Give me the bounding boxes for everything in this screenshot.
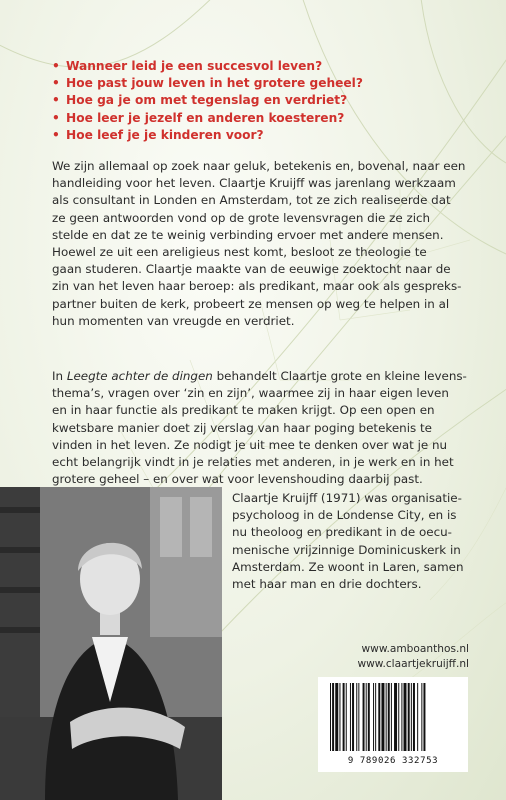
- barcode-bar: [332, 683, 334, 751]
- author-url[interactable]: www.claartjekruijff.nl: [357, 658, 469, 670]
- barcode-bar: [381, 683, 384, 751]
- question-item: • Hoe ga je om met tegenslag en verdriet?: [52, 92, 363, 109]
- barcode-bar: [408, 683, 410, 751]
- question-item: • Hoe leef je je kinderen voor?: [52, 127, 363, 144]
- book-title: Leegte achter de dingen: [66, 369, 213, 383]
- text-line: handleiding voor het leven. Claartje Kruijff was jarenlang werkzaam: [52, 176, 456, 191]
- text-line: thema’s, vragen over ‘zin en zijn’, waarmee zij in haar eigen leven: [52, 386, 449, 401]
- author-bio: [232, 490, 482, 593]
- text-line: kwetsbare manier doet zij verslag van haar poging betekenis te: [52, 420, 432, 435]
- barcode-bar: [386, 683, 387, 751]
- barcode-bar: [404, 683, 407, 751]
- barcode-bar: [368, 683, 370, 751]
- text-line: vinden in het leven. Ze nodigt je uit mee te denken over wat je nu: [52, 437, 448, 452]
- text-line: grotere geheel – en over wat voor levenshouding daarbij past.: [52, 472, 423, 487]
- barcode-bar: [398, 683, 399, 751]
- barcode-bar: [346, 683, 347, 751]
- barcode-bar: [358, 683, 359, 751]
- barcode-bar: [330, 683, 331, 751]
- text-line: partner buiten de kerk, probeert ze mensen op weg te helpen in al: [52, 296, 450, 311]
- text-line: echt belangrijk vindt in je relaties met anderen, in je werk en in het: [52, 455, 454, 470]
- barcode-icon: [328, 683, 458, 751]
- author-portrait-icon: [0, 487, 222, 800]
- website-links: [357, 642, 469, 672]
- barcode-bar: [350, 683, 351, 751]
- barcode-bar: [394, 683, 397, 751]
- barcode-bar: [375, 683, 376, 751]
- text-line: zin van het leven haar beroep: als predikant, maar ook als gespreks-: [52, 279, 462, 294]
- text-line: We zijn allemaal op zoek naar geluk, betekenis en, bovenal, naar een: [52, 159, 466, 173]
- barcode-bar: [363, 683, 365, 751]
- text-line: met haar man en drie dochters.: [232, 577, 422, 592]
- isbn-number: 9 789026 332753: [347, 756, 439, 766]
- barcode-bar: [401, 683, 402, 751]
- barcode-bar: [366, 683, 367, 751]
- text-line: ze geen antwoorden vond op de grote levensvragen die ze zich: [52, 210, 431, 225]
- text-line: Claartje Kruijff (1971) was organisatie-: [232, 491, 462, 505]
- text-line: psycholoog in de Londense City, en is: [232, 508, 457, 523]
- question-item: • Hoe leer je jezelf en anderen koesteren?: [52, 110, 363, 127]
- intro-paragraph: [52, 158, 472, 330]
- text-line: Amsterdam. Ze woont in Laren, samen: [232, 559, 464, 574]
- text-line: en in haar functie als predikant te maken krijgt. Op een open en: [52, 403, 435, 418]
- text-line: gaan studeren. Claartje maakte van de eeuwige zoektocht naar de: [52, 262, 451, 277]
- barcode-bar: [343, 683, 345, 751]
- text-line: menische vrijzinnige Dominicuskerk in: [232, 542, 461, 557]
- barcode-bar: [421, 683, 422, 751]
- author-portrait: [0, 487, 222, 800]
- text-line: nu theoloog en predikant in de oecu-: [232, 525, 452, 540]
- publisher-url[interactable]: www.amboanthos.nl: [361, 643, 469, 655]
- barcode-bar: [356, 683, 357, 751]
- question-item: • Wanneer leid je een succesvol leven?: [52, 58, 363, 75]
- text-line: Hoewel ze uit een areligieus nest komt, besloot ze theologie te: [52, 245, 427, 260]
- barcode-bar: [388, 683, 390, 751]
- barcode-bar: [339, 683, 340, 751]
- text-line: stelde en dat ze te weinig verbinding ervoer met andere mensen.: [52, 227, 444, 242]
- text-line: [52, 368, 472, 385]
- barcode-bar: [417, 683, 418, 751]
- barcode: [318, 677, 468, 772]
- text-fragment: behandelt Claartje grote en kleine levens-: [212, 369, 467, 383]
- barcode-bar: [335, 683, 338, 751]
- barcode-bar: [378, 683, 380, 751]
- text-fragment: In: [52, 369, 67, 383]
- barcode-bar: [352, 683, 354, 751]
- question-list: [52, 58, 363, 144]
- text-line: hun momenten van vreugde en verdriet.: [52, 313, 295, 328]
- book-paragraph: [52, 368, 472, 488]
- barcode-bar: [413, 683, 415, 751]
- barcode-bar: [423, 683, 425, 751]
- barcode-bar: [411, 683, 412, 751]
- barcode-bar: [373, 683, 374, 751]
- question-item: • Hoe past jouw leven in het grotere geheel?: [52, 75, 363, 92]
- text-line: als consultant in Londen en Amsterdam, tot ze zich realiseerde dat: [52, 193, 451, 208]
- barcode-bar: [391, 683, 392, 751]
